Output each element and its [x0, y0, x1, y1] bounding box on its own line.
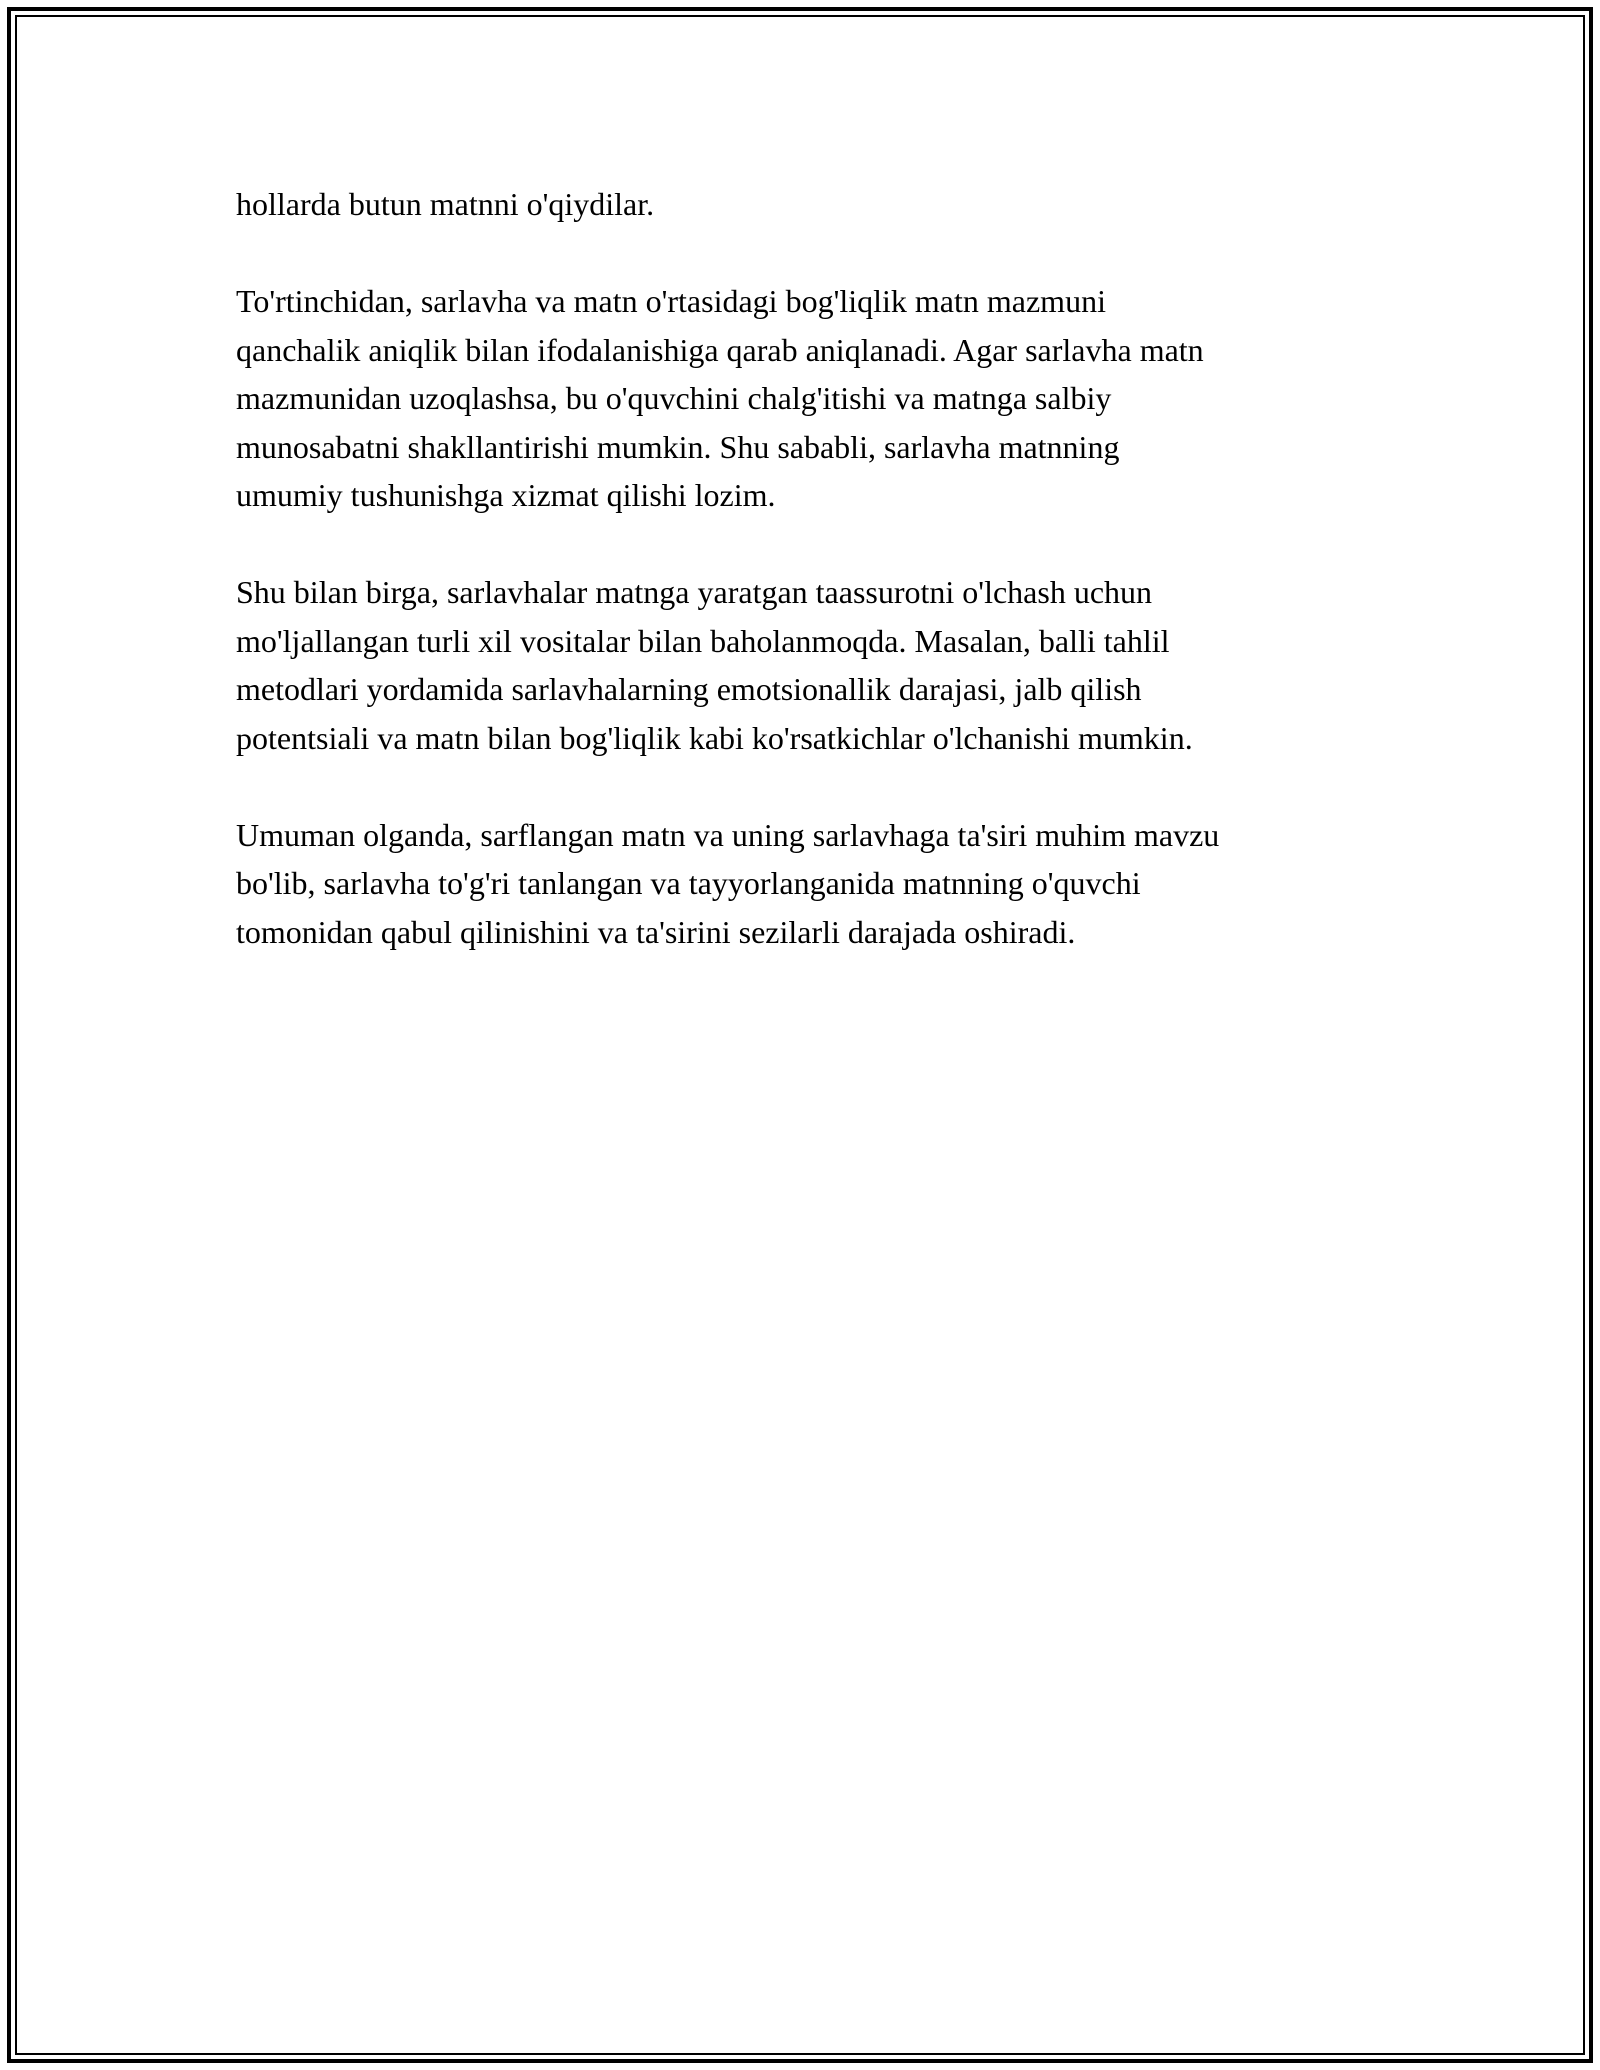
- text-line: umumiy tushunishga xizmat qilishi lozim.: [236, 477, 776, 513]
- text-line: metodlari yordamida sarlavhalarning emotsionallik darajasi, jalb qilish: [236, 671, 1142, 707]
- text-line: hollarda butun matnni o'qiydilar.: [236, 186, 655, 222]
- paragraph-continuation: [236, 180, 1381, 229]
- text-line: To'rtinchidan, sarlavha va matn o'rtasidagi bog'liqlik matn mazmuni: [236, 283, 1106, 319]
- text-line: tomonidan qabul qilinishini va ta'sirini sezilarli darajada oshiradi.: [236, 913, 1076, 950]
- text-line: mo'ljallangan turli xil vositalar bilan baholanmoqda. Masalan, balli tahlil: [236, 622, 1170, 659]
- text-line: potentsiali va matn bilan bog'liqlik kabi ko'rsatkichlar o'lchanishi mumkin.: [236, 719, 1193, 756]
- text-line: qanchalik aniqlik bilan ifodalanishiga qarab aniqlanadi. Agar sarlavha matn: [236, 331, 1204, 368]
- paragraph-conclusion: [236, 811, 1381, 957]
- text-line: Umuman olganda, sarflangan matn va uning sarlavhaga ta'siri muhim mavzu: [236, 816, 1220, 853]
- text-line: mazmunidan uzoqlashsa, bu o'quvchini chalg'itishi va matnga salbiy: [236, 380, 1112, 416]
- text-line: munosabatni shakllantirishi mumkin. Shu sababli, sarlavha matnning: [236, 428, 1120, 465]
- text-line: Shu bilan birga, sarlavhalar matnga yaratgan taassurotni o'lchash uchun: [236, 574, 1153, 610]
- text-line: bo'lib, sarlavha to'g'ri tanlangan va tayyorlanganida matnning o'quvchi: [236, 865, 1141, 901]
- paragraph-evaluation: [236, 568, 1381, 762]
- document-body: [236, 180, 1381, 1005]
- paragraph-fourthly: [236, 277, 1381, 520]
